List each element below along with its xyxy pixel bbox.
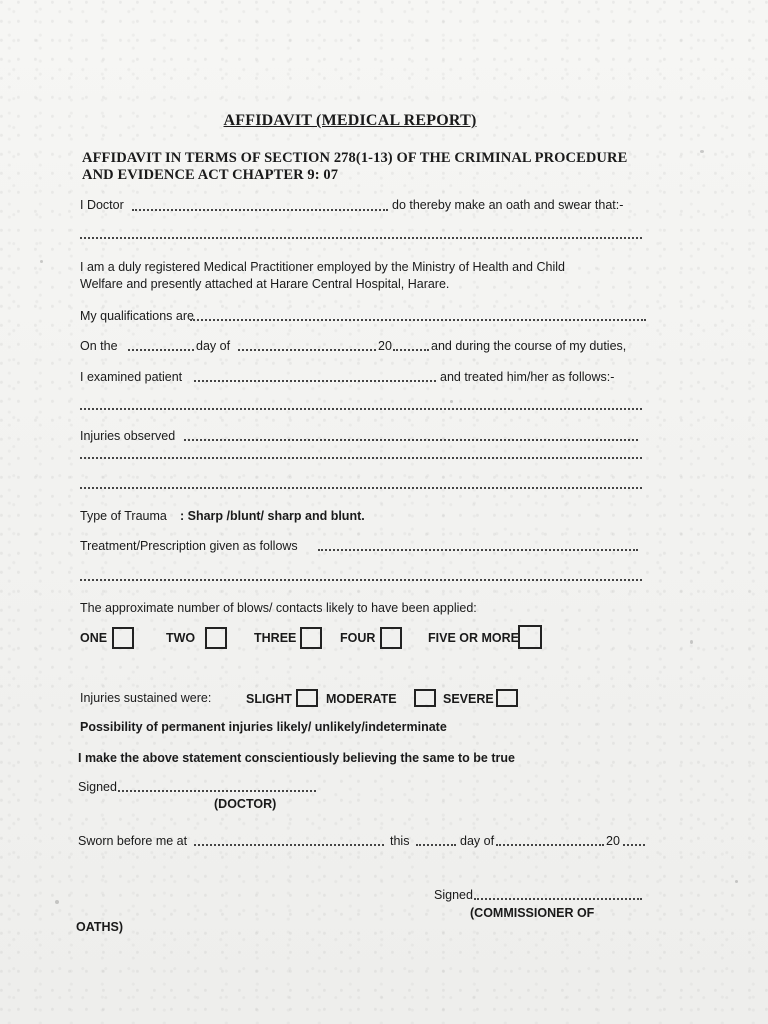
treatment-line-1[interactable]	[318, 549, 638, 551]
scan-speck	[700, 150, 704, 153]
year-line[interactable]	[393, 349, 429, 351]
treatment-line[interactable]	[80, 408, 642, 410]
blows-option-one-label: ONE	[80, 631, 108, 645]
year-prefix: 20	[378, 339, 392, 353]
severity-moderate-label: MODERATE	[326, 692, 397, 706]
sworn-year-line[interactable]	[623, 844, 645, 846]
injuries-line-3[interactable]	[80, 487, 642, 489]
examined-prefix: I examined patient	[80, 370, 183, 384]
examined-suffix: and treated him/her as follows:-	[440, 370, 615, 384]
injuries-line-1[interactable]	[184, 439, 638, 441]
oath-prefix: I Doctor	[80, 198, 124, 212]
scan-speck	[690, 640, 693, 644]
severity-severe-label: SEVERE	[443, 692, 494, 706]
commissioner-oaths: OATHS)	[76, 920, 123, 934]
sworn-this: this	[390, 834, 410, 848]
blows-question: The approximate number of blows/ contacts likely to have been applied:	[80, 601, 477, 615]
blows-one-checkbox[interactable]	[112, 627, 134, 649]
scan-speck	[40, 260, 43, 263]
blows-option-five-label: FIVE OR MORE	[428, 631, 519, 645]
treatment-label: Treatment/Prescription given as follows	[80, 539, 298, 553]
severity-slight-label: SLIGHT	[246, 692, 292, 706]
scan-speck	[450, 400, 453, 403]
patient-name-line[interactable]	[194, 380, 436, 382]
injuries-observed-label: Injuries observed	[80, 429, 176, 443]
declaration: I make the above statement conscientiously believing the same to be true	[78, 751, 515, 765]
heading-line-1: AFFIDAVIT IN TERMS OF SECTION 278(1-13) OF THE CRIMINAL PROCEDURE	[82, 150, 628, 166]
commissioner-signature-line[interactable]	[474, 898, 642, 900]
trauma-label: Type of Trauma	[80, 509, 167, 523]
doctor-role: (DOCTOR)	[214, 797, 277, 811]
sworn-location-line[interactable]	[194, 844, 384, 846]
doctor-signed-label: Signed	[78, 780, 117, 794]
day-number-line[interactable]	[128, 349, 194, 351]
statement-line-1: I am a duly registered Medical Practitioner employed by the Ministry of Health and Child	[80, 260, 565, 274]
severity-severe-checkbox[interactable]	[496, 689, 518, 707]
scan-speck	[55, 900, 59, 904]
severity-label: Injuries sustained were:	[80, 691, 212, 705]
sworn-day-of: day of	[460, 834, 495, 848]
day-of-label: day of	[196, 339, 231, 353]
blows-three-checkbox[interactable]	[300, 627, 322, 649]
month-line[interactable]	[238, 349, 376, 351]
statement-line-2: Welfare and presently attached at Harare Central Hospital, Harare.	[80, 277, 450, 291]
qualifications-label: My qualifications are	[80, 309, 194, 323]
scan-speck	[735, 880, 738, 883]
blows-option-four-label: FOUR	[340, 631, 376, 645]
sworn-day-line[interactable]	[416, 844, 456, 846]
doctor-name-line-2[interactable]	[80, 237, 642, 239]
qualifications-line[interactable]	[190, 319, 646, 321]
treatment-line-2[interactable]	[80, 579, 642, 581]
sworn-prefix: Sworn before me at	[78, 834, 188, 848]
commissioner-role: (COMMISSIONER OF	[470, 906, 595, 920]
injuries-line-2[interactable]	[80, 457, 642, 459]
severity-moderate-checkbox[interactable]	[414, 689, 436, 707]
date-suffix: and during the course of my duties,	[431, 339, 627, 353]
trauma-options: : Sharp /blunt/ sharp and blunt.	[180, 509, 365, 523]
blows-option-two-label: TWO	[166, 631, 196, 645]
sworn-month-line[interactable]	[496, 844, 604, 846]
doctor-name-line[interactable]	[132, 209, 388, 211]
heading-line-2: AND EVIDENCE ACT CHAPTER 9: 07	[82, 167, 339, 183]
doctor-signature-line[interactable]	[118, 790, 316, 792]
blows-two-checkbox[interactable]	[205, 627, 227, 649]
sworn-year: 20	[606, 834, 620, 848]
blows-five-or-more-checkbox[interactable]	[518, 625, 542, 649]
severity-slight-checkbox[interactable]	[296, 689, 318, 707]
on-the-label: On the	[80, 339, 118, 353]
blows-four-checkbox[interactable]	[380, 627, 402, 649]
blows-option-three-label: THREE	[254, 631, 297, 645]
permanent-injuries: Possibility of permanent injuries likely/ unlikely/indeterminate	[80, 720, 447, 734]
document-title: AFFIDAVIT (MEDICAL REPORT)	[223, 112, 477, 129]
oath-suffix: do thereby make an oath and swear that:-	[392, 198, 624, 212]
commissioner-signed-label: Signed	[434, 888, 473, 902]
